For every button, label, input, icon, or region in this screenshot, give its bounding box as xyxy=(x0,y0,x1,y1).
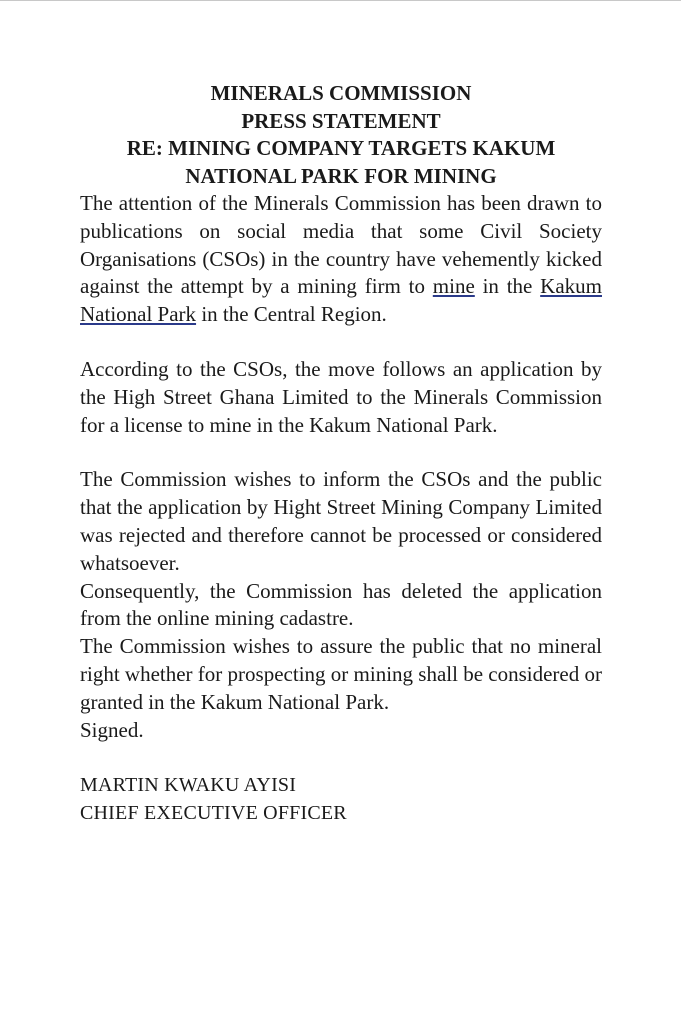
paragraph-application: According to the CSOs, the move follows an application by the High Street Ghana Limited to the Minerals Commission for a license to mine in the Kakum National Park. xyxy=(80,356,602,437)
link-mine[interactable]: mine xyxy=(432,274,475,299)
top-border-line xyxy=(0,0,681,1)
press-statement xyxy=(80,80,602,827)
paragraph-attention-middle: in the xyxy=(474,274,541,299)
paragraph-rejection: The Commission wishes to inform the CSOs and the public that the application by Hight Street Mining Company Limited was rejected and therefore cannot be processed or considered whatsoever. xyxy=(80,467,602,575)
paragraph-deletion: Consequently, the Commission has deleted the application from the online mining cadastre. xyxy=(80,578,602,631)
org-heading: MINERALS COMMISSION xyxy=(210,81,472,105)
doc-type-heading: PRESS STATEMENT xyxy=(241,108,441,133)
subject-heading-line-2: NATIONAL PARK FOR MINING xyxy=(185,163,497,188)
paragraph-spacer xyxy=(80,329,602,356)
signatory-title: CHIEF EXECUTIVE OFFICER xyxy=(80,801,347,824)
signature-block xyxy=(80,772,602,827)
paragraph-attention-text: The attention of the Minerals Commission has been drawn to publications on social media that some Civil Society Organisations (CSOs) in the country have vehemently kicked against the attempt by a mining firm to xyxy=(80,191,602,299)
signed-label: Signed. xyxy=(80,717,144,742)
signatory-name: MARTIN KWAKU AYISI xyxy=(80,774,297,797)
paragraph-attention xyxy=(80,190,602,329)
paragraph-spacer xyxy=(80,439,602,466)
subject-heading-line-1: RE: MINING COMPANY TARGETS KAKUM xyxy=(126,136,556,160)
link-kakum-national-park[interactable]: Kakum National Park xyxy=(80,274,602,327)
paragraph-attention-end: in the Central Region. xyxy=(196,302,387,327)
paragraph-assurance: The Commission wishes to assure the public that no mineral right whether for prospecting or mining shall be considered or granted in the Kakum National Park. xyxy=(80,634,602,714)
